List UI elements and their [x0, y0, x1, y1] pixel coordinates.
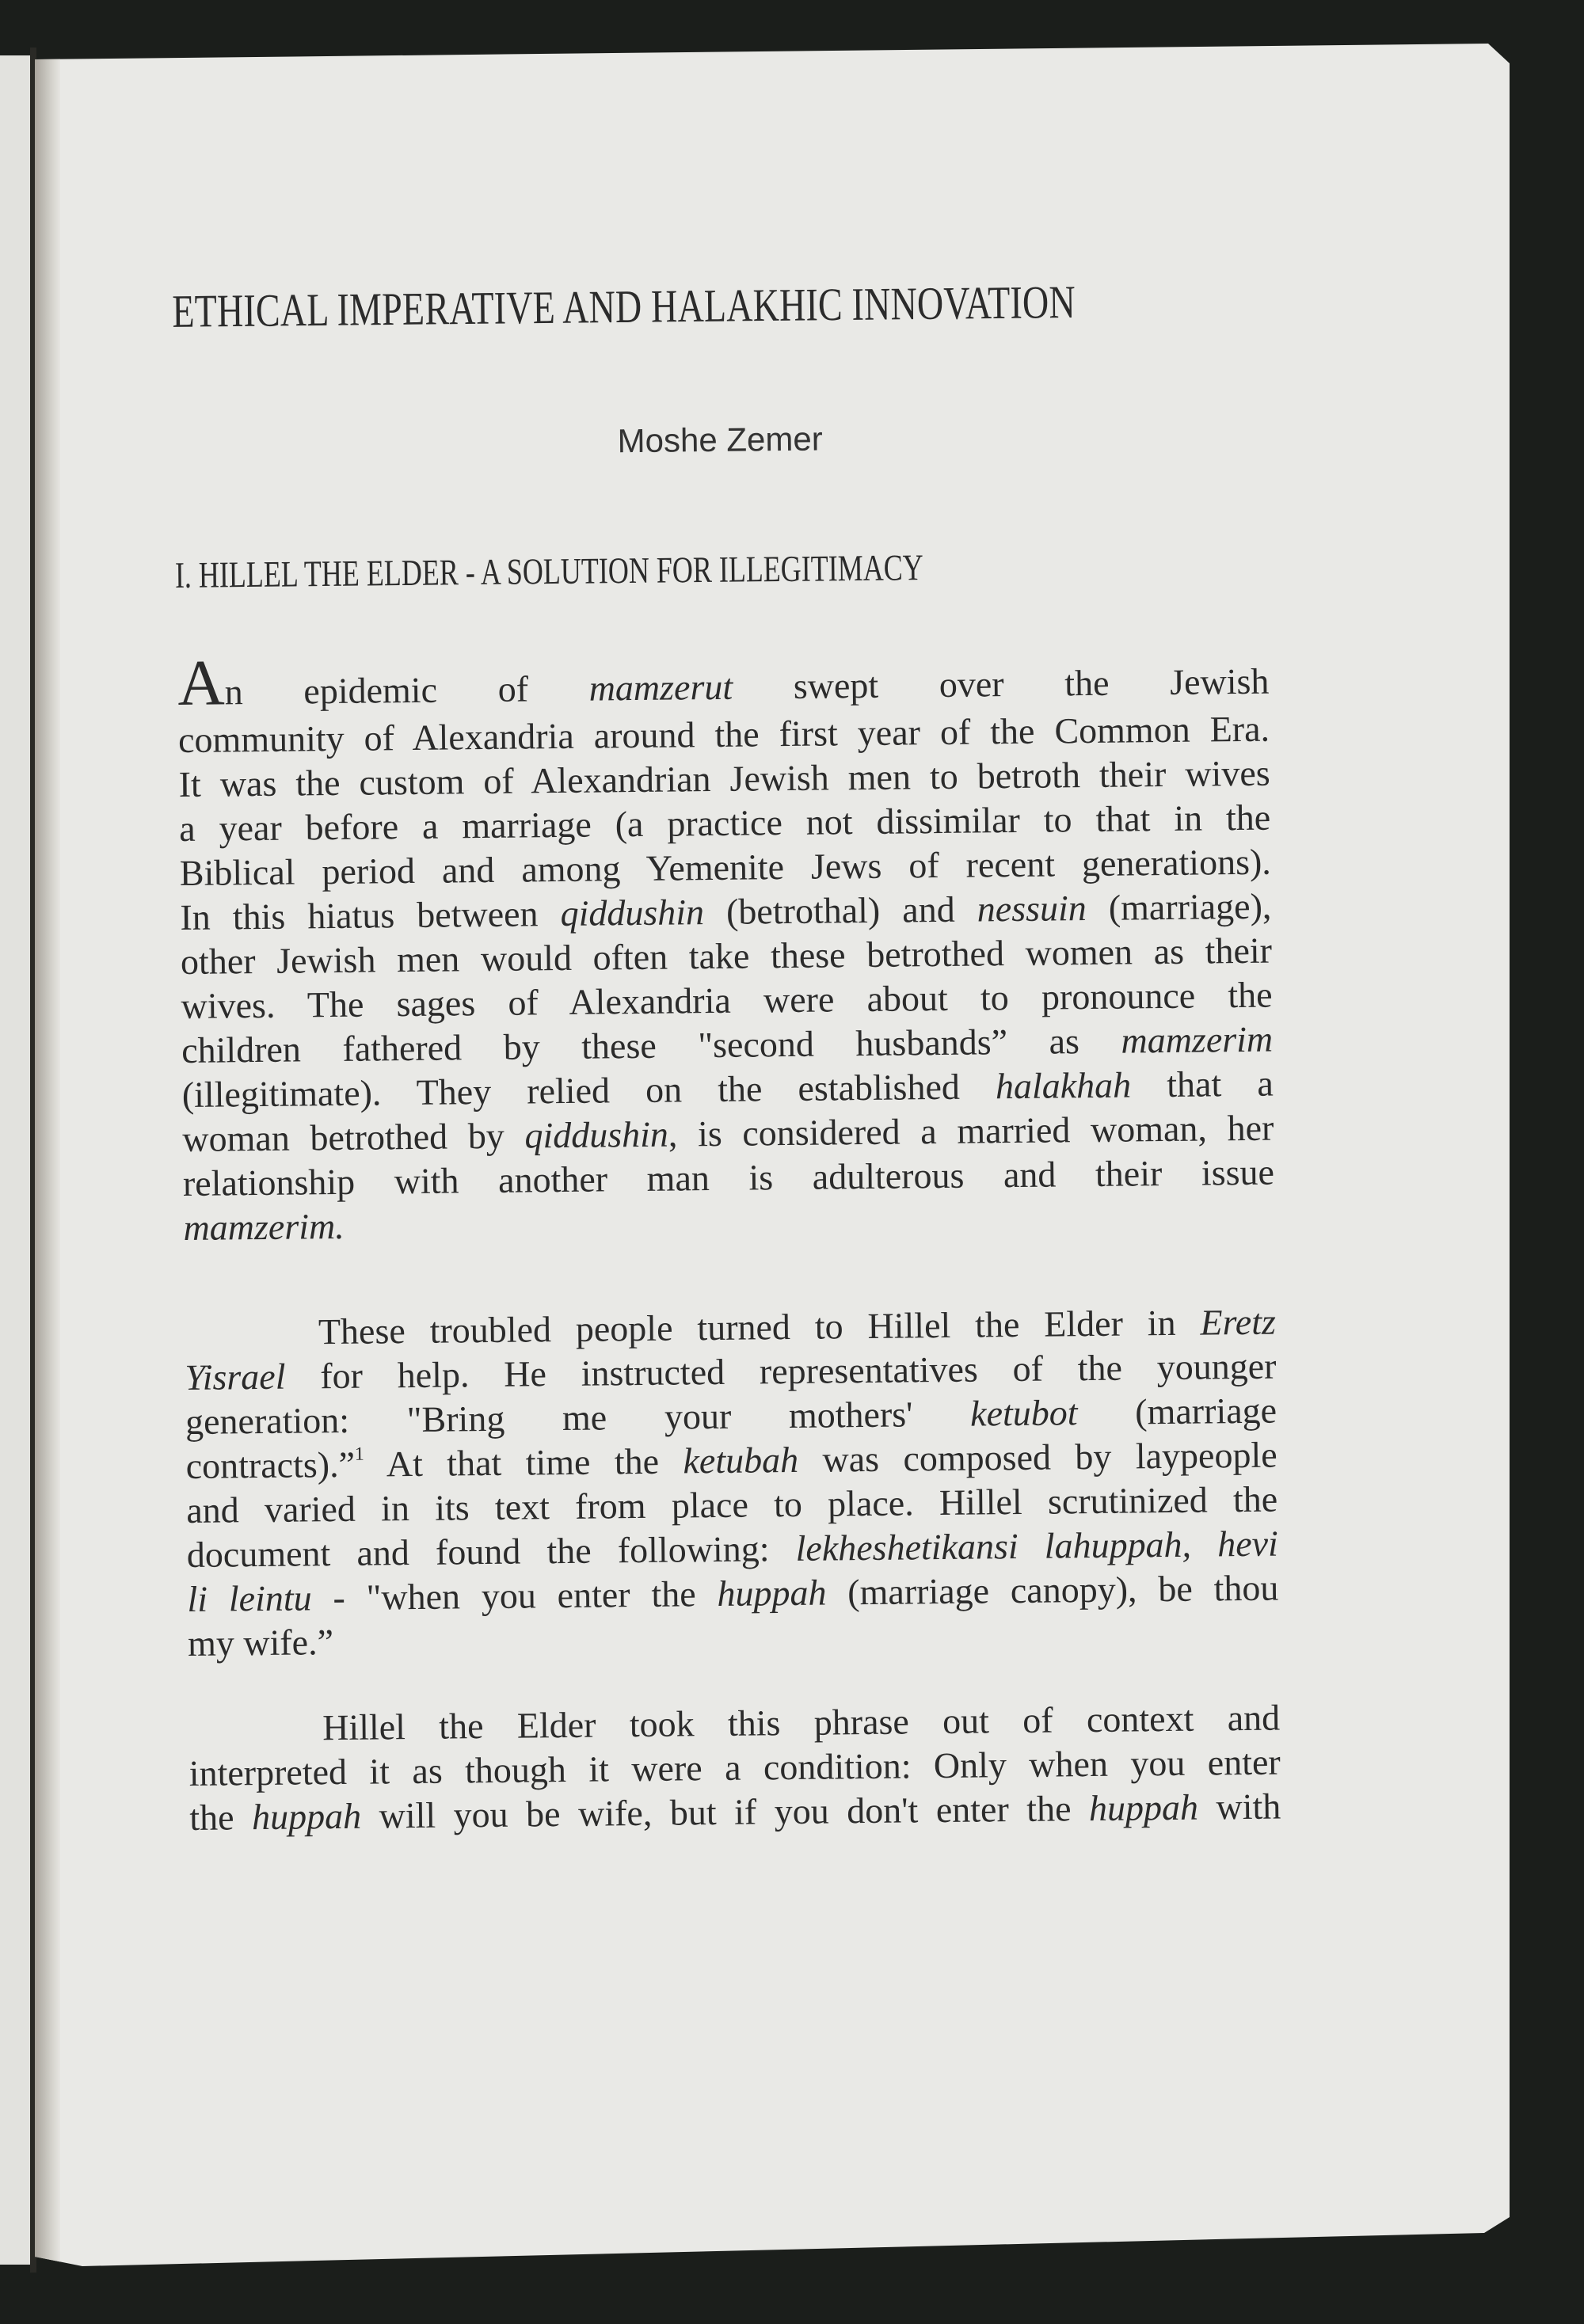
italic-term: li leintu	[187, 1577, 312, 1619]
italic-term: qiddushin	[524, 1113, 669, 1156]
italic-term: Yisrael	[185, 1356, 286, 1398]
text-run: Hillel the Elder took this phrase out of context and	[322, 1697, 1281, 1748]
text-run: my wife.”	[187, 1622, 334, 1664]
text-run: (betrothal) and	[703, 888, 978, 933]
text-run: These troubled people turned to Hillel the Elder in	[318, 1302, 1201, 1352]
italic-term: huppah	[717, 1572, 827, 1614]
italic-term: ketubah	[683, 1439, 799, 1482]
text-run: document and found the following:	[186, 1527, 796, 1575]
italic-term: mamzerim.	[183, 1205, 345, 1249]
text-run: community of Alexandria around the first year of the Common Era.	[177, 708, 1270, 761]
italic-term: Eretz	[1200, 1301, 1277, 1343]
text-run: In this hiatus between	[180, 893, 561, 938]
text-run: Biblical period and among Yemenite Jews of recent generations).	[179, 841, 1272, 894]
text-run: wives. The sages of Alexandria were about to pronounce the	[181, 974, 1273, 1027]
text-run: children fathered by these "second husbands” as	[181, 1020, 1121, 1071]
text-run: was composed by laypeople	[798, 1434, 1277, 1480]
text-run: (marriage	[1077, 1390, 1277, 1433]
italic-term: nessuin	[977, 888, 1087, 930]
text-run: will you be wife, but if you don't enter the	[360, 1788, 1090, 1836]
author-name: Moshe Zemer	[617, 420, 823, 460]
text-run: and varied in its text from place to place. Hillel scrutinized the	[186, 1478, 1278, 1531]
italic-term: huppah	[1088, 1786, 1199, 1829]
text-run: that a	[1130, 1063, 1274, 1105]
italic-term: ketubot	[969, 1392, 1078, 1434]
footnote-marker: 1	[354, 1443, 364, 1465]
text-run: (marriage canopy), be thou	[826, 1567, 1279, 1613]
text-run: the	[189, 1797, 253, 1838]
paragraph-1	[177, 642, 1275, 1250]
text-run: generation: "Bring me your mothers'	[185, 1393, 971, 1442]
text-run: It was the custom of Alexandrian Jewish men to betroth their wives	[178, 752, 1270, 805]
italic-term: halakhah	[995, 1064, 1132, 1107]
italic-term: qiddushin	[560, 892, 705, 934]
italic-term: mamzerim	[1121, 1018, 1274, 1061]
text-run: relationship with another man is adulterous and their issue	[182, 1151, 1275, 1204]
text-run: (marriage),	[1086, 885, 1272, 929]
text-run: swept over the Jewish	[732, 660, 1270, 707]
text-run: interpreted it as though it were a condition: Only when you enter	[188, 1741, 1281, 1793]
text-run: with	[1198, 1786, 1281, 1828]
text-run: for help. He instructed representatives of the younger	[285, 1345, 1277, 1397]
text-run: a year before a marriage (a practice not dissimilar to that in the	[178, 797, 1271, 850]
italic-term: huppah	[251, 1795, 362, 1838]
text-run: At that time the	[364, 1440, 683, 1485]
text-run: other Jewish men would often take these betrothed women as their	[180, 930, 1273, 983]
italic-term: mamzerut	[588, 666, 733, 709]
text-run: woman betrothed by	[182, 1115, 525, 1160]
text-run: - "when you enter the	[311, 1573, 718, 1618]
text-run: , is considered a married woman, her	[668, 1107, 1274, 1154]
paragraph-3	[188, 1696, 1281, 1840]
text-run: contracts).”	[185, 1443, 356, 1486]
text-line	[177, 642, 1270, 718]
drop-cap: A	[177, 646, 226, 720]
section-heading: I. HILLEL THE ELDER - A SOLUTION FOR ILLEGITIMACY	[174, 546, 924, 596]
text-run: (illegitimate). They relied on the established	[181, 1066, 996, 1116]
article-title: ETHICAL IMPERATIVE AND HALAKHIC INNOVATION	[172, 276, 1076, 337]
text-run: n epidemic of	[224, 668, 589, 713]
paragraph-2	[185, 1300, 1280, 1666]
italic-term: lekheshetikansi lahuppah, hevi	[795, 1523, 1279, 1569]
